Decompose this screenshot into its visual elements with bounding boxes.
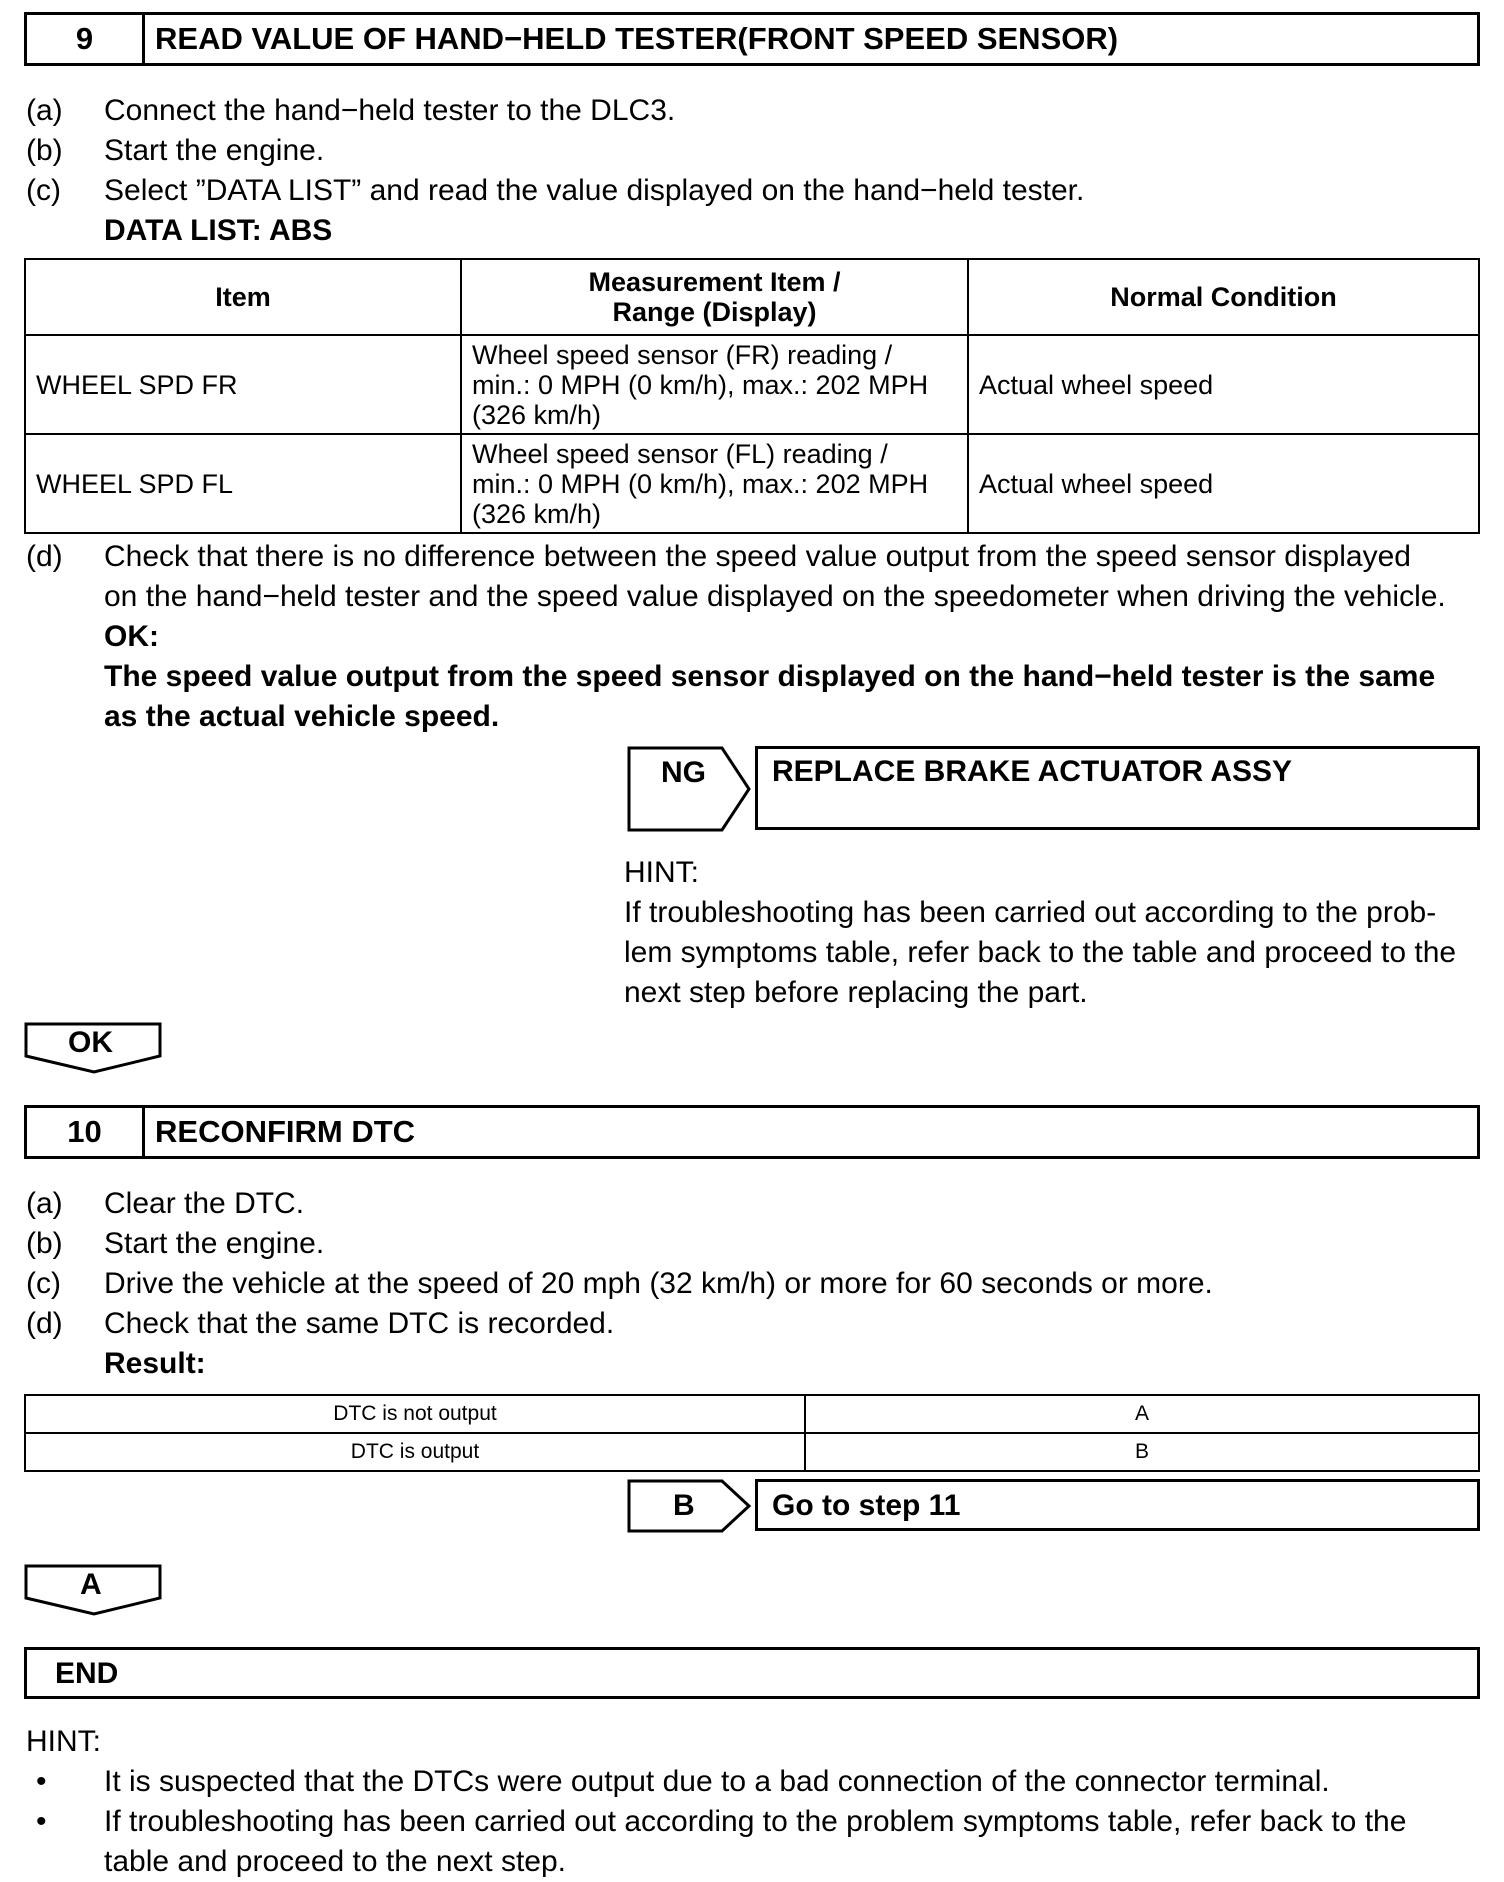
ng-tag-label: NG	[661, 756, 706, 789]
step-10-number: 10	[67, 1114, 102, 1149]
ng-hint-line: next step before replacing the part.	[624, 976, 1088, 1009]
bullet-icon: •	[36, 1805, 47, 1838]
header-normal-condition: Normal Condition	[968, 259, 1479, 335]
meas-line: min.: 0 MPH (0 km/h), max.: 202 MPH	[472, 468, 929, 499]
ok-text-line: The speed value output from the speed sensor displayed on the hand−held tester is the same	[104, 660, 1436, 693]
ok-label: OK:	[104, 620, 159, 653]
step-9-item-b	[26, 131, 1474, 171]
result-label: Result:	[104, 1347, 206, 1380]
ng-action-box	[755, 746, 1480, 830]
meas-line: (326 km/h)	[472, 498, 602, 529]
item-text: Start the engine.	[104, 1227, 325, 1260]
item-letter: (c)	[26, 174, 61, 207]
ok-text-line: as the actual vehicle speed.	[104, 700, 500, 733]
item-text: Drive the vehicle at the speed of 20 mph (32 km/h) or more for 60 seconds or more.	[104, 1267, 1213, 1300]
step-9-number: 9	[75, 21, 94, 56]
text-line: on the hand−held tester and the speed value displayed on the speedometer when driving the vehicle.	[104, 580, 1446, 613]
a-tag-label: A	[80, 1568, 102, 1601]
step-10-item-d	[26, 1304, 1474, 1344]
header-measurement-line2: Range (Display)	[612, 297, 817, 327]
row-measurement	[461, 335, 968, 434]
item-text: Connect the hand−held tester to the DLC3.	[104, 94, 676, 127]
item-letter: (d)	[26, 1307, 63, 1340]
step-10-item-b	[26, 1224, 1474, 1264]
ok-tag	[24, 1022, 164, 1074]
b-tag	[627, 1479, 753, 1533]
item-letter: (c)	[26, 1267, 61, 1300]
meas-line: Wheel speed sensor (FR) reading /	[472, 339, 893, 370]
item-letter: (b)	[26, 1227, 63, 1260]
header-measurement	[461, 259, 968, 335]
data-list-table	[24, 258, 1480, 534]
table-row	[25, 1395, 1479, 1433]
step-9-item-a	[26, 91, 1474, 131]
item-text: Select ”DATA LIST” and read the value displayed on the hand−held tester.	[104, 174, 1085, 207]
item-text: Check that the same DTC is recorded.	[104, 1307, 615, 1340]
row-item: WHEEL SPD FR	[25, 335, 461, 434]
a-tag	[24, 1564, 164, 1616]
row-normal: Actual wheel speed	[968, 335, 1479, 434]
step-10-item-a	[26, 1184, 1474, 1224]
text-line: If troubleshooting has been carried out according to the problem symptoms table, refer back to the	[104, 1805, 1407, 1838]
result-condition: DTC is output	[25, 1433, 805, 1471]
item-letter: (a)	[26, 94, 63, 127]
ng-hint-line: If troubleshooting has been carried out according to the prob-	[624, 896, 1437, 929]
end-box	[24, 1647, 1480, 1699]
ng-action-text: REPLACE BRAKE ACTUATOR ASSY	[772, 755, 1293, 788]
list-item	[0, 1802, 1480, 1882]
item-text	[104, 537, 1446, 617]
ng-hint-label: HINT:	[624, 856, 699, 889]
text-line: Check that there is no difference between the speed value output from the speed sensor displayed	[104, 540, 1411, 573]
header-measurement-line1: Measurement Item /	[588, 267, 841, 297]
step-10-item-c	[26, 1264, 1474, 1304]
row-measurement	[461, 434, 968, 533]
item-letter: (b)	[26, 134, 63, 167]
table-row	[25, 335, 1479, 434]
ok-tag-label: OK	[68, 1026, 113, 1059]
step-9-header	[24, 12, 1480, 66]
result-table	[24, 1394, 1480, 1472]
b-action-text: Go to step 11	[772, 1489, 961, 1522]
step-9-item-d	[26, 537, 1474, 617]
item-letter: (a)	[26, 1187, 63, 1220]
step-10-header	[24, 1105, 1480, 1159]
end-title: END	[55, 1657, 119, 1690]
result-code: A	[805, 1395, 1479, 1433]
list-item	[0, 1762, 1480, 1802]
bullet-text: It is suspected that the DTCs were output due to a bad connection of the connector terminal.	[104, 1765, 1330, 1798]
step-9-title: READ VALUE OF HAND−HELD TESTER(FRONT SPEED SENSOR)	[155, 21, 1119, 56]
header-item: Item	[25, 259, 461, 335]
header-divider	[142, 1108, 145, 1156]
item-letter: (d)	[26, 540, 63, 573]
data-list-caption: DATA LIST: ABS	[104, 214, 333, 247]
text-line: table and proceed to the next step.	[104, 1845, 566, 1878]
result-condition: DTC is not output	[25, 1395, 805, 1433]
ng-hint-line: lem symptoms table, refer back to the table and proceed to the	[624, 936, 1457, 969]
row-normal: Actual wheel speed	[968, 434, 1479, 533]
ng-tag	[627, 746, 753, 832]
table-row	[25, 1433, 1479, 1471]
bullet-text	[104, 1802, 1406, 1882]
item-text: Start the engine.	[104, 134, 325, 167]
b-tag-label: B	[673, 1489, 695, 1522]
end-hint-label: HINT:	[26, 1725, 101, 1758]
meas-line: min.: 0 MPH (0 km/h), max.: 202 MPH	[472, 369, 929, 400]
meas-line: Wheel speed sensor (FL) reading /	[472, 438, 888, 469]
meas-line: (326 km/h)	[472, 399, 602, 430]
result-code: B	[805, 1433, 1479, 1471]
b-action-box	[755, 1479, 1480, 1531]
step-10-title: RECONFIRM DTC	[155, 1114, 416, 1149]
row-item: WHEEL SPD FL	[25, 434, 461, 533]
bullet-icon: •	[36, 1765, 47, 1798]
header-divider	[142, 15, 145, 63]
item-text: Clear the DTC.	[104, 1187, 305, 1220]
step-9-item-c	[26, 171, 1474, 211]
table-row	[25, 434, 1479, 533]
